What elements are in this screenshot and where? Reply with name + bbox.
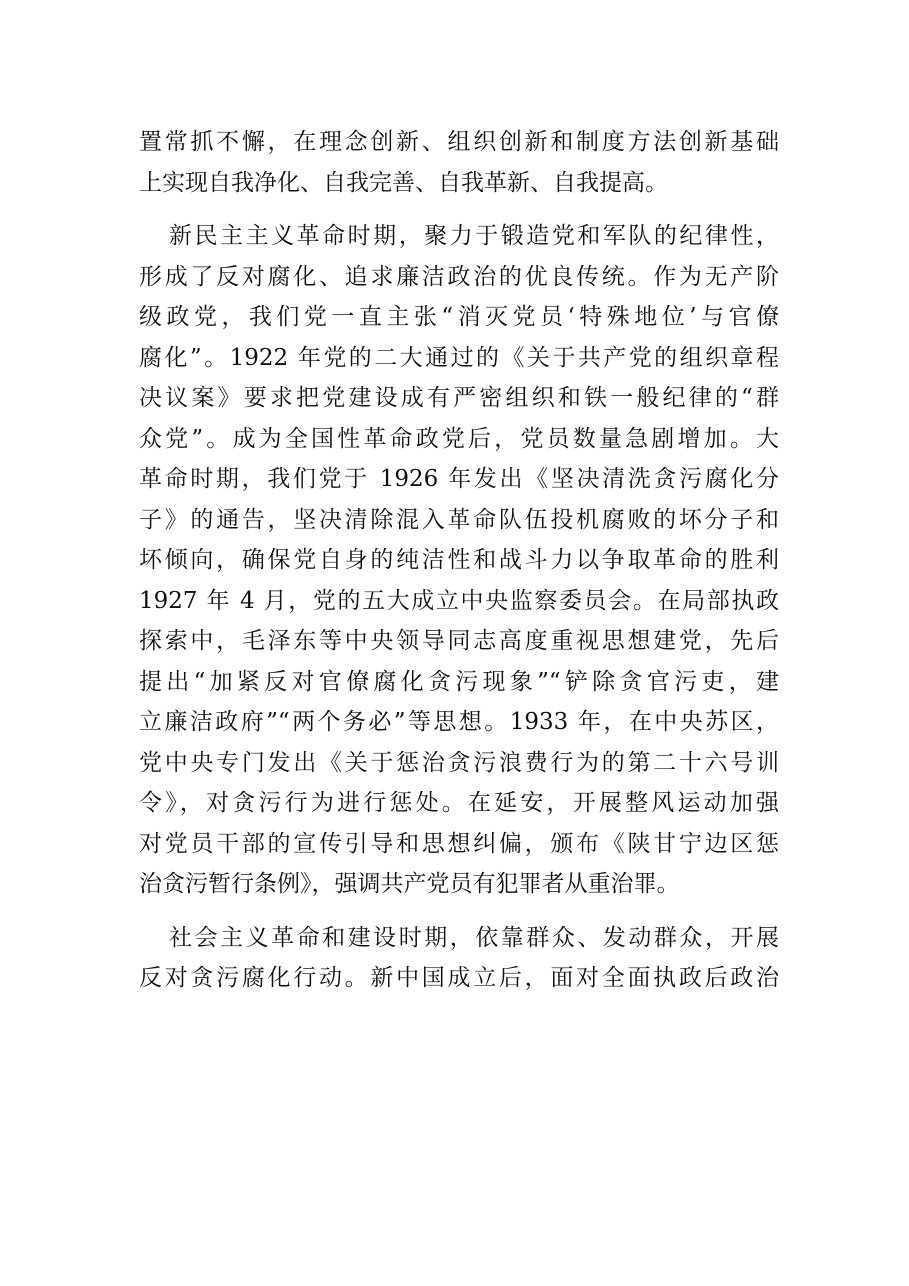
text-line: 治贪污暂行条例》，强调共产党员有犯罪者从重治罪。: [139, 871, 680, 897]
text-line: 置常抓不懈，在理念创新、组织创新和制度方法创新基础: [139, 129, 779, 155]
text-line: 坏倾向，确保党自身的纯洁性和战斗力以争取革命的胜利: [139, 547, 779, 573]
text-line: 形成了反对腐化、追求廉洁政治的优良传统。作为无产阶: [139, 263, 779, 290]
text-line: 众党”。成为全国性革命政党后，党员数量急剧增加。大: [139, 425, 779, 452]
text-line: 党中央专门发出《关于惩治贪污浪费行为的第二十六号训: [139, 749, 779, 776]
text-line: 反对贪污腐化行动。新中国成立后，面对全面执政后政治: [139, 965, 779, 991]
paragraph-2: [139, 216, 779, 905]
paragraph-3: [139, 918, 779, 999]
text-line: 社会主义革命和建设时期，依靠群众、发动群众，开展: [169, 924, 779, 951]
text-line: 对党员干部的宣传引导和思想纠偏，颁布《陕甘宁边区惩: [139, 830, 779, 857]
text-line: 1927 年 4 月，党的五大成立中央监察委员会。在局部执政: [139, 587, 779, 614]
text-line: 级政党，我们党一直主张“消灭党员‘特殊地位’与官僚: [139, 304, 779, 330]
text-line: 子》的通告，坚决清除混入革命队伍投机腐败的坏分子和: [139, 506, 779, 533]
text-line: 立廉洁政府”“两个务必”等思想。1933 年，在中央苏区，: [139, 709, 779, 735]
text-line: 令》，对贪污行为进行惩处。在延安，开展整风运动加强: [139, 790, 779, 816]
body-text: [139, 122, 779, 1012]
text-line: 腐化”。1922 年党的二大通过的《关于共产党的组织章程: [139, 344, 779, 371]
text-line: 上实现自我净化、自我完善、自我革新、自我提高。: [139, 169, 668, 196]
text-line: 新民主主义革命时期，聚力于锻造党和军队的纪律性，: [169, 223, 779, 249]
text-line: 决议案》要求把党建设成有严密组织和铁一般纪律的“群: [139, 385, 779, 411]
text-line: 提出“加紧反对官僚腐化贪污现象”“铲除贪官污吏，建: [139, 668, 779, 695]
text-line: 探索中，毛泽东等中央领导同志高度重视思想建党，先后: [139, 628, 779, 654]
paragraph-1: [139, 122, 779, 203]
text-line: 革命时期，我们党于 1926 年发出《坚决清洗贪污腐化分: [139, 466, 779, 492]
